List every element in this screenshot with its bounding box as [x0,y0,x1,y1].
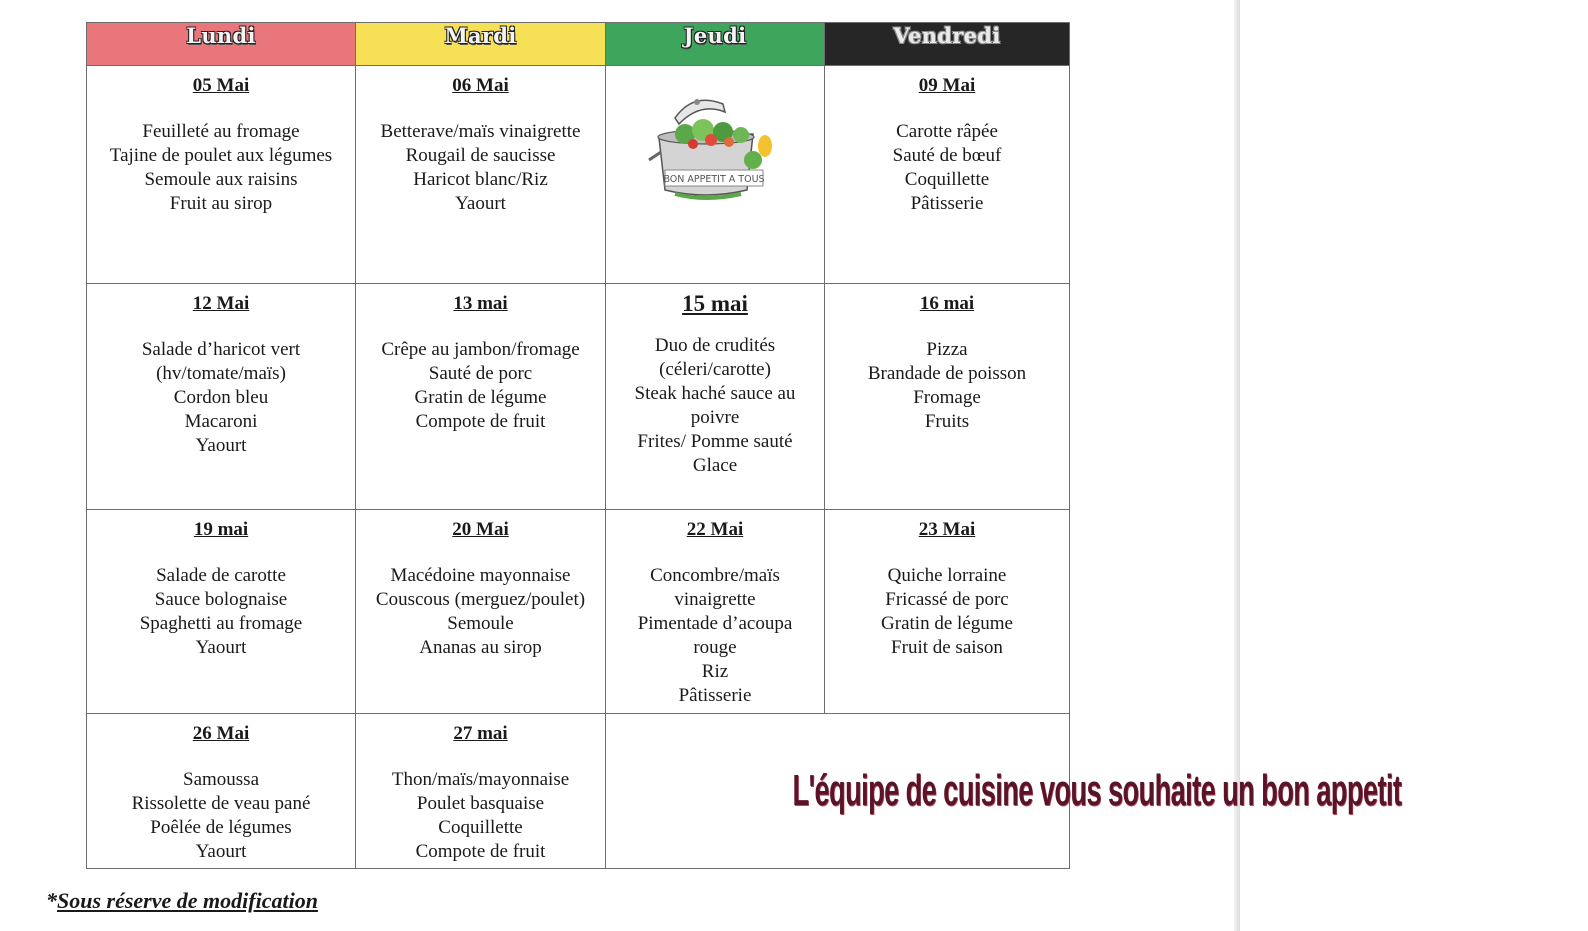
menu-date: 22 Mai [686,519,744,540]
dish-item: Semoule aux raisins [144,169,298,190]
dish-item: Crêpe au jambon/fromage [381,339,580,360]
dish-item: Pâtisserie [678,685,752,706]
dish-item: Poulet basquaise [416,793,545,814]
dish-item: Fricassé de porc [885,589,1009,610]
dish-item: Fruit au sirop [169,193,273,214]
dish-item: Gratin de légume [881,613,1013,634]
menu-cell [356,284,606,510]
dish-item: Spaghetti au fromage [139,613,303,634]
dish-item: Macaroni [184,411,258,432]
dish-item: poivre [690,407,740,428]
dish-item: Couscous (merguez/poulet) [375,589,586,610]
dish-item: Sauté de bœuf [892,145,1002,166]
day-header-vendredi: Vendredi [825,23,1070,66]
menu-date: 13 mai [453,293,508,314]
dish-item: Salade d’haricot vert [141,339,301,360]
dish-item: Yaourt [195,637,247,658]
menu-date: 05 Mai [192,75,250,96]
dish-item: Pimentade d’acoupa [637,613,793,634]
logo-banner-text: BON APPETIT A TOUS [663,174,765,185]
dish-item: Feuilleté au fromage [142,121,300,142]
dish-item: Fromage [913,387,981,408]
dish-item: Coquillette [438,817,523,838]
dish-item: Haricot blanc/Riz [413,169,548,190]
day-header-mardi: Mardi [356,23,606,66]
dish-item: Brandade de poisson [867,363,1027,384]
week-row-3 [87,510,1070,714]
dish-item: Semoule [447,613,514,634]
dish-item: vinaigrette [674,589,756,610]
menu-cell [356,510,606,714]
dish-item: Concombre/maïs [650,565,780,586]
menu-date: 06 Mai [452,75,509,96]
menu-table [86,22,1402,869]
dish-item: Compote de fruit [415,411,546,432]
dish-item: Macédoine mayonnaise [390,565,571,586]
dish-item: Riz [701,661,729,682]
dish-item: Fruits [924,411,970,432]
day-header-jeudi: Jeudi [606,23,825,66]
dish-item: Fruit de saison [891,637,1003,658]
header-row [87,23,1070,66]
dish-item: Coquillette [904,169,990,190]
menu-cell [87,66,356,284]
dish-item: Tajine de poulet aux légumes [109,145,333,166]
week-row-1 [87,66,1070,284]
dish-item: Thon/maïs/mayonnaise [391,769,570,790]
week-row-2 [87,284,1070,510]
cooking-pot-icon [645,90,785,208]
disclaimer-note: *Sous réserve de modification [46,888,318,913]
dish-item: Pâtisserie [910,193,984,214]
menu-date: 09 Mai [918,75,976,96]
dish-item: Frites/ Pomme sauté [637,431,793,452]
dish-item: rouge [693,637,737,658]
menu-cell [606,66,825,284]
dish-item: Betterave/maïs vinaigrette [380,121,581,142]
dish-item: Glace [692,455,738,476]
menu-cell [87,510,356,714]
dish-item: Pizza [926,339,968,360]
dish-item: (céleri/carotte) [659,359,771,380]
week-row-4 [87,714,1070,869]
bon-appetit-slogan: L'équipe de cuisine vous souhaite un bon appetit [792,765,1402,815]
menu-date: 16 mai [919,293,975,314]
dish-item: Sauce bolognaise [154,589,288,610]
dish-item: Sauté de porc [428,363,533,384]
menu-cell [356,66,606,284]
dish-item: Samoussa [183,769,259,790]
menu-date: 26 Mai [192,723,250,744]
dish-item: Compote de fruit [415,841,546,862]
dish-item: Quiche lorraine [887,565,1007,586]
dish-item: Yaourt [455,193,506,214]
dish-item: Cordon bleu [173,387,269,408]
menu-cell [825,510,1070,714]
menu-date: 12 Mai [192,293,250,314]
menu-cell [356,714,606,869]
dish-item: Steak haché sauce au [634,383,796,404]
dish-item: Duo de crudités [654,335,776,356]
menu-date: 27 mai [453,723,508,744]
dish-item: Rougail de saucisse [405,145,556,166]
slogan-cell [606,714,1402,869]
menu-date: 15 mai [682,291,748,316]
menu-cell [825,284,1070,510]
menu-cell [87,714,356,869]
menu-cell [606,510,825,714]
dish-item: Yaourt [195,841,247,862]
dish-item: Rissolette de veau pané [131,793,311,814]
dish-item: Poêlée de légumes [150,817,292,838]
menu-cell [87,284,356,510]
dish-item: Yaourt [195,435,247,456]
dish-item: Ananas au sirop [419,637,542,658]
menu-cell [606,284,825,510]
dish-item: Carotte râpée [896,121,998,142]
menu-date: 19 mai [193,519,249,540]
day-header-lundi: Lundi [87,23,356,66]
dish-item: (hv/tomate/maïs) [156,363,286,384]
menu-date: 23 Mai [918,519,976,540]
dish-item: Salade de carotte [156,565,286,586]
dish-item: Gratin de légume [414,387,547,408]
menu-cell [825,66,1070,284]
menu-date: 20 Mai [452,519,509,540]
